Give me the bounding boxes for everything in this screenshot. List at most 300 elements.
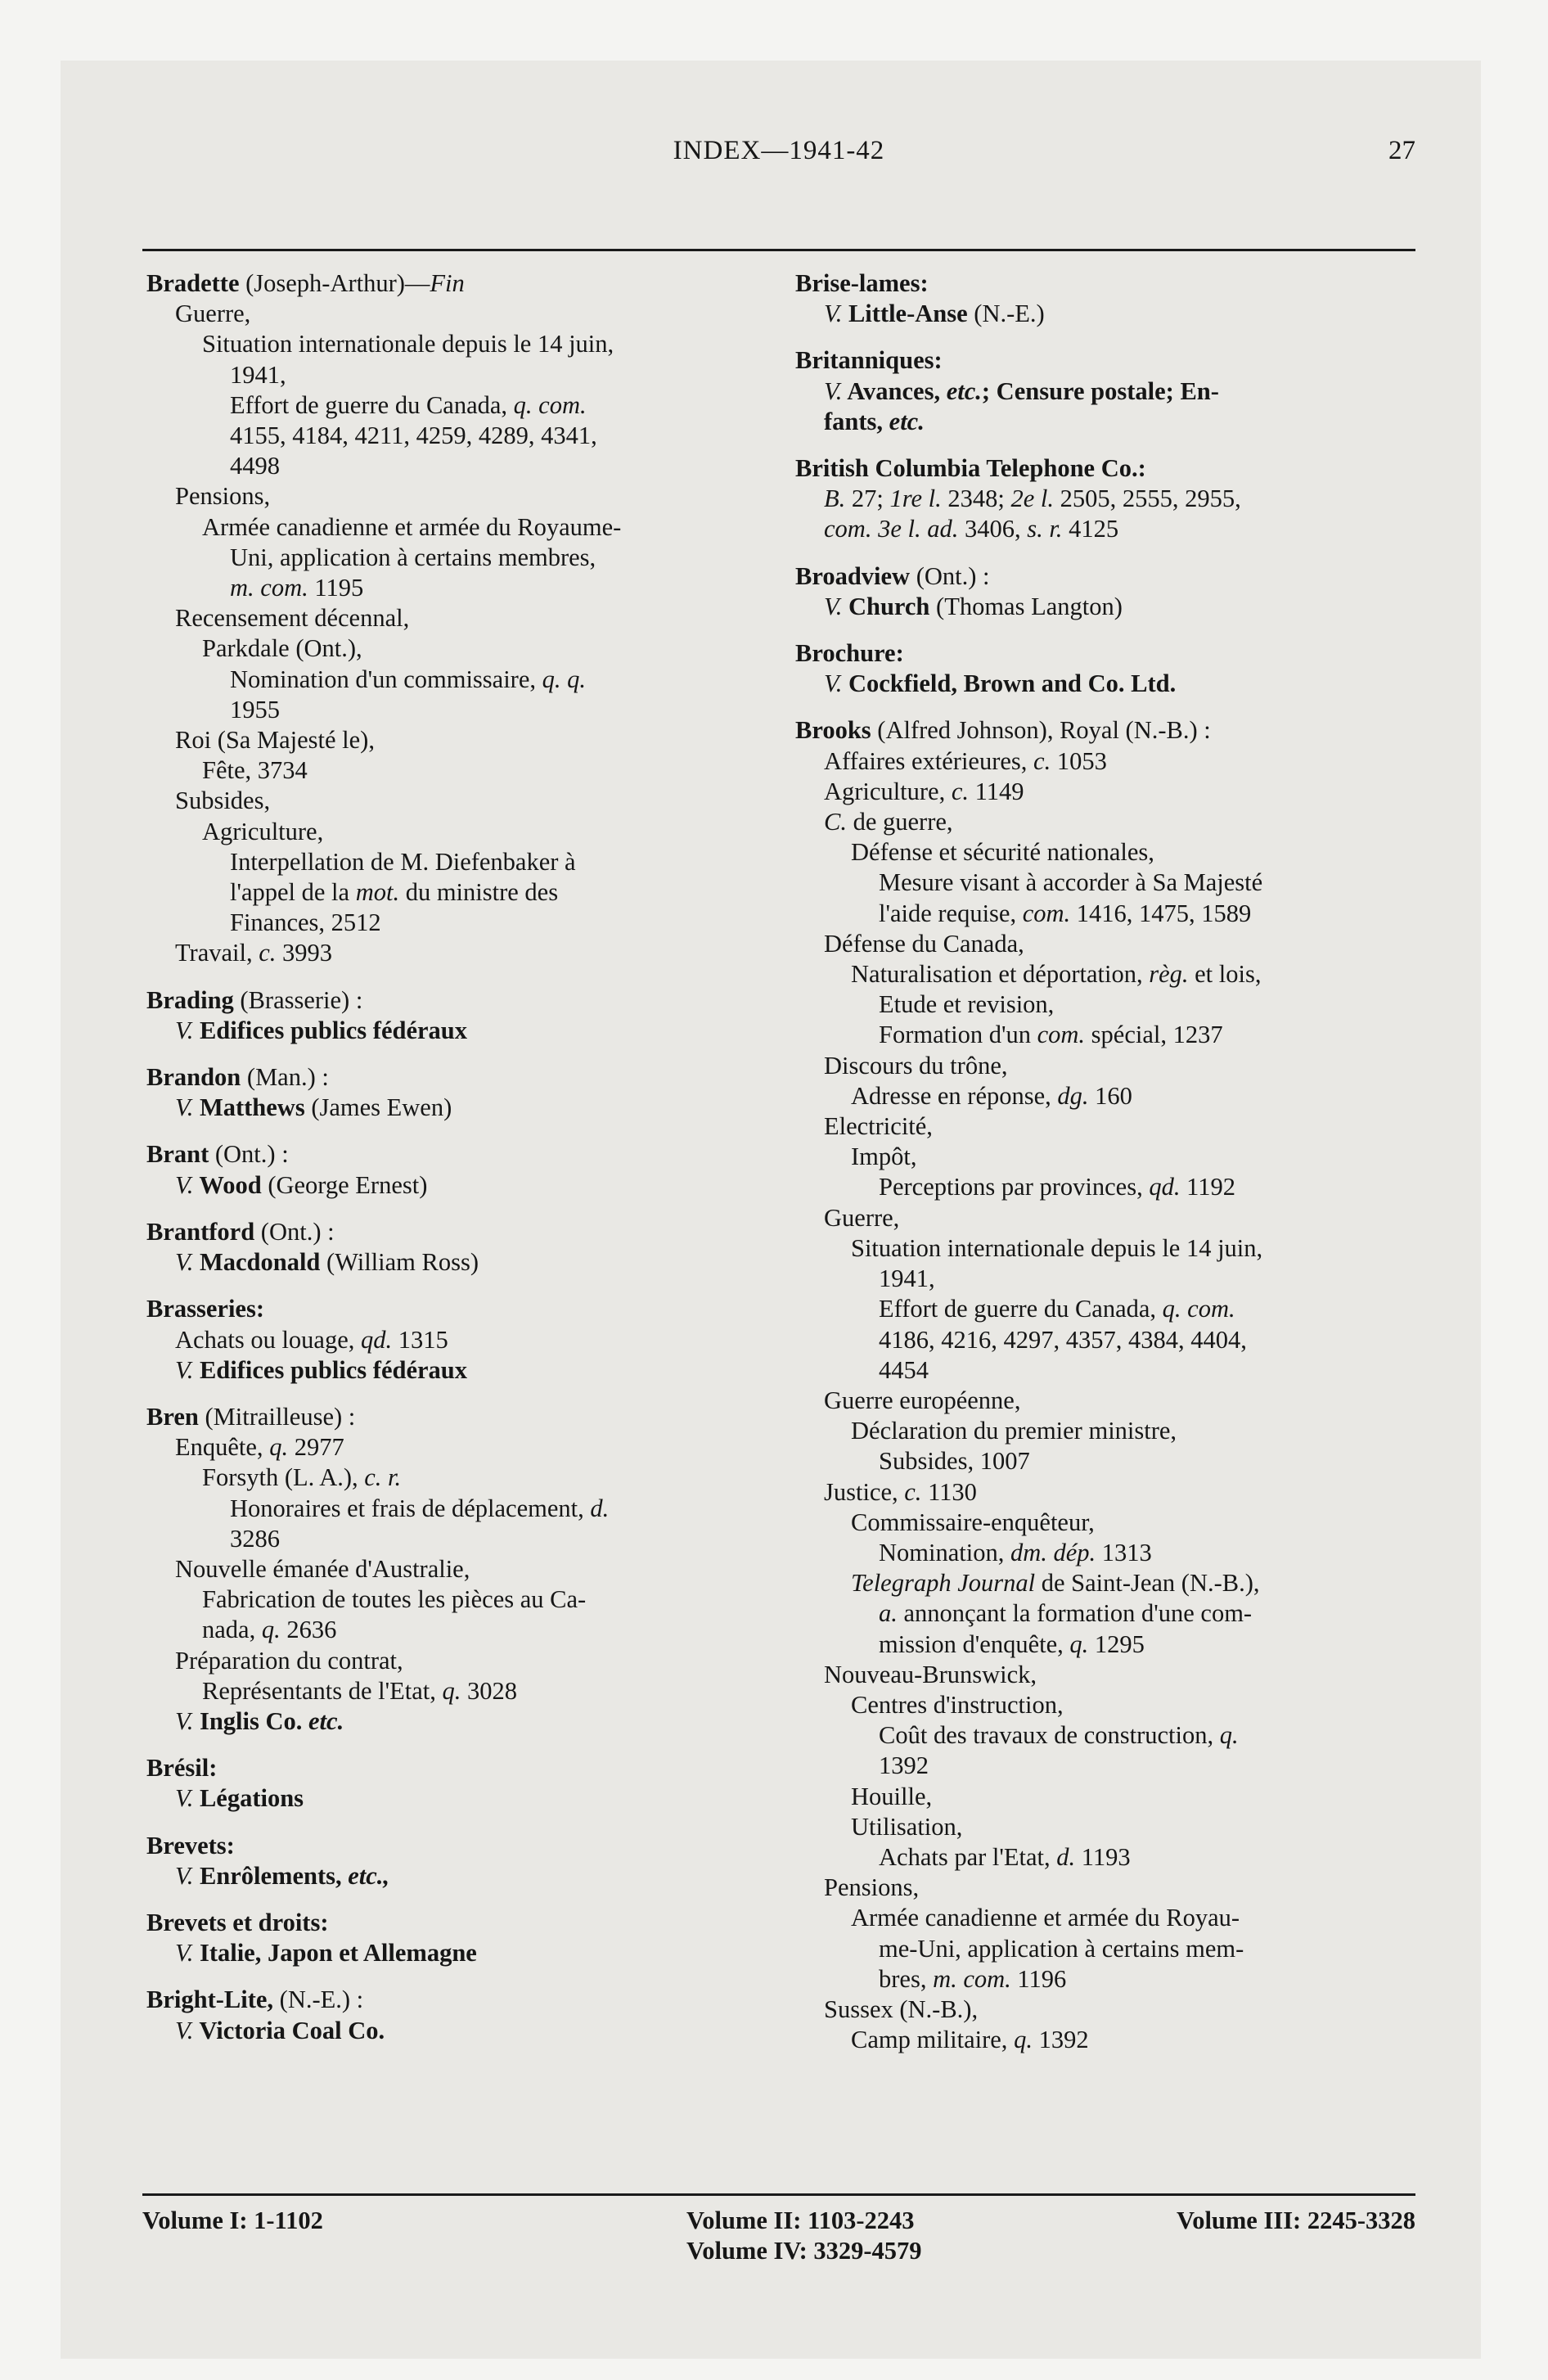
index-entry	[146, 1753, 801, 1814]
index-subentry-line	[795, 669, 1461, 699]
text-run: Légations	[193, 1784, 304, 1813]
index-entry	[795, 715, 1461, 2055]
index-subentry-line	[146, 329, 801, 359]
text-run: Naturalisation et déportation,	[851, 960, 1150, 989]
text-run: m. com.	[230, 574, 308, 602]
index-subentry-line	[795, 1873, 1461, 1903]
text-run: nada,	[202, 1616, 262, 1644]
text-run: (Brasserie) :	[233, 985, 363, 1014]
index-subentry-line	[795, 1264, 1461, 1294]
index-subentry-line	[146, 1554, 801, 1584]
index-subentry-line	[795, 1995, 1461, 2025]
text-run: Déclaration du premier ministre,	[851, 1417, 1177, 1445]
text-run: Roi (Sa Majesté le),	[175, 726, 375, 755]
index-subentry-line	[146, 1463, 801, 1493]
text-run: c.	[904, 1477, 922, 1506]
page-number: 27	[1388, 136, 1415, 165]
text-run: Broadview	[795, 561, 911, 590]
text-run: Forsyth (L. A.),	[202, 1463, 365, 1492]
text-run: V.	[175, 1016, 194, 1044]
index-subentry-line	[146, 1016, 801, 1046]
text-run: com.	[1037, 1021, 1086, 1049]
index-subentry-line	[795, 592, 1461, 622]
text-run: Achats ou louage,	[175, 1325, 361, 1354]
index-subentry-line	[795, 1355, 1461, 1386]
index-subentry-line	[795, 1142, 1461, 1172]
text-run: Adresse en réponse,	[851, 1081, 1058, 1110]
index-subentry-line	[795, 1782, 1461, 1812]
text-run: V.	[175, 2016, 194, 2044]
text-run: 1149	[969, 777, 1024, 805]
index-headword-line	[146, 268, 801, 299]
index-subentry-line	[146, 1432, 801, 1463]
index-subentry-line	[795, 2025, 1461, 2055]
index-subentry-line	[795, 746, 1461, 777]
index-headword-line	[146, 1139, 801, 1170]
text-run: q. q.	[542, 665, 586, 693]
index-subentry-line	[146, 481, 801, 512]
text-run: Effort de guerre du Canada,	[230, 390, 514, 419]
text-run: Avances,	[842, 376, 947, 405]
index-headword-line	[795, 561, 1461, 592]
text-run: 2348;	[941, 485, 1011, 513]
index-subentry-line	[146, 1861, 801, 1891]
text-run: du ministre des	[399, 878, 559, 907]
text-run: Brevets:	[146, 1831, 235, 1859]
index-subentry-line	[795, 1172, 1461, 1202]
text-run: Britanniques:	[795, 346, 943, 375]
text-run: Pensions,	[175, 482, 271, 511]
text-run: Wood	[193, 1170, 262, 1199]
text-run: Brochure:	[795, 639, 904, 668]
text-run: Honoraires et frais de déplacement,	[230, 1494, 591, 1522]
text-run: (William Ross)	[320, 1248, 479, 1277]
index-entry	[146, 985, 801, 1046]
index-subentry-line	[146, 938, 801, 968]
text-run: (N.-E.) :	[273, 1986, 364, 2014]
index-subentry-line	[795, 1325, 1461, 1355]
index-subentry-line	[795, 1934, 1461, 1964]
index-headword-line	[146, 1985, 801, 2015]
page-header	[142, 136, 1415, 182]
volume-4-range: Volume IV: 3329-4579	[686, 2237, 922, 2265]
index-subentry-line	[146, 360, 801, 390]
text-run: Travail,	[175, 939, 259, 967]
text-run: V.	[175, 1706, 194, 1735]
index-subentry-line	[795, 1751, 1461, 1781]
index-subentry-line	[795, 1903, 1461, 1933]
index-subentry-line	[146, 1494, 801, 1524]
index-entry	[795, 268, 1461, 329]
text-run: Recensement décennal,	[175, 604, 410, 633]
text-run: Fin	[430, 269, 465, 297]
index-subentry-line	[795, 1081, 1461, 1111]
index-subentry-line	[146, 1093, 801, 1123]
text-run: Préparation du contrat,	[175, 1646, 403, 1675]
text-run: Agriculture,	[202, 817, 324, 845]
index-entry	[146, 1062, 801, 1123]
text-run: Situation internationale depuis le 14 juin,	[851, 1233, 1263, 1262]
text-run: Pensions,	[824, 1873, 920, 1902]
text-run: q.	[1014, 2026, 1033, 2054]
text-run: Inglis Co.	[193, 1706, 303, 1735]
text-run: British Columbia Telephone Co.:	[795, 454, 1146, 483]
text-run: c.	[259, 939, 277, 967]
text-run: Brading	[146, 985, 234, 1014]
text-run: V.	[175, 1939, 194, 1968]
index-subentry-line	[795, 1842, 1461, 1873]
text-run: Macdonald	[193, 1248, 321, 1277]
text-run: etc.,	[348, 1861, 390, 1890]
text-run: (Alfred Johnson), Royal (N.-B.) :	[871, 716, 1211, 745]
text-run: V.	[175, 1355, 194, 1384]
text-run: Coût des travaux de construction,	[879, 1721, 1220, 1750]
index-subentry-line	[146, 1170, 801, 1201]
text-run: Brésil:	[146, 1754, 218, 1783]
text-run: Défense du Canada,	[824, 929, 1024, 958]
text-run: Brandon	[146, 1063, 241, 1092]
index-subentry-line	[795, 484, 1461, 514]
text-run: q. com.	[1162, 1295, 1235, 1323]
text-run: V.	[824, 376, 843, 405]
text-run: Uni, application à certains membres,	[230, 543, 596, 571]
index-entry	[146, 1402, 801, 1737]
index-headword-line	[795, 715, 1461, 746]
text-run: 1053	[1051, 746, 1107, 775]
index-subentry-line	[146, 603, 801, 633]
text-run: qd.	[1149, 1173, 1181, 1201]
index-headword-line	[146, 985, 801, 1016]
text-run: l'aide requise,	[879, 899, 1023, 927]
index-subentry-line	[795, 1386, 1461, 1416]
index-headword-line	[146, 1217, 801, 1247]
index-subentry-line	[795, 868, 1461, 898]
index-subentry-line	[795, 407, 1461, 437]
bottom-rule	[142, 2193, 1415, 2196]
text-run: (Ont.) :	[209, 1140, 289, 1169]
index-headword-line	[795, 268, 1461, 299]
text-run: 1130	[921, 1477, 977, 1506]
text-run: Utilisation,	[851, 1812, 963, 1841]
text-run: Victoria Coal Co.	[193, 2016, 385, 2044]
text-run: 1196	[1010, 1964, 1067, 1993]
volume-1-range: Volume I: 1-1102	[142, 2206, 323, 2234]
index-subentry-line	[795, 1690, 1461, 1720]
text-run: V.	[175, 1170, 194, 1199]
text-run: 1941,	[230, 360, 286, 389]
text-run: et lois,	[1188, 960, 1262, 989]
index-entry	[146, 1908, 801, 1968]
index-headword-line	[795, 345, 1461, 376]
index-subentry-line	[795, 1020, 1461, 1050]
text-run: spécial, 1237	[1085, 1021, 1223, 1049]
top-rule	[142, 249, 1415, 251]
index-subentry-line	[795, 1598, 1461, 1629]
text-run: fants,	[824, 407, 889, 435]
text-run: Finances, 2512	[230, 908, 381, 937]
text-run: Enrôlements,	[193, 1861, 349, 1890]
text-run: 1392	[879, 1751, 929, 1780]
index-subentry-line	[146, 573, 801, 603]
text-run: de Saint-Jean (N.-B.),	[1035, 1569, 1260, 1598]
text-run: dg.	[1057, 1081, 1089, 1110]
text-run: Commissaire-enquêteur,	[851, 1508, 1095, 1536]
index-subentry-line	[146, 755, 801, 786]
index-subentry-line	[146, 1783, 801, 1814]
volume-3-range: Volume III: 2245-3328	[1176, 2206, 1415, 2234]
text-run: Telegraph Journal	[851, 1569, 1036, 1598]
text-run: 3406,	[958, 515, 1028, 543]
text-run: V.	[175, 1248, 194, 1277]
index-subentry-line	[795, 1446, 1461, 1476]
text-run: (Thomas Langton)	[929, 592, 1123, 620]
text-run: Subsides, 1007	[879, 1447, 1030, 1476]
text-run: règ.	[1149, 960, 1189, 989]
text-run: 160	[1088, 1081, 1132, 1110]
index-subentry-line	[146, 786, 801, 816]
text-run: Bren	[146, 1402, 199, 1431]
text-run: Enquête,	[175, 1433, 270, 1462]
text-run: Centres d'instruction,	[851, 1690, 1064, 1719]
text-run: Church	[842, 592, 930, 620]
text-run: de guerre,	[846, 808, 953, 836]
index-subentry-line	[146, 390, 801, 421]
text-run: 2636	[280, 1616, 337, 1644]
text-run: q.	[261, 1616, 281, 1644]
volume-2-range: Volume II: 1103-2243	[686, 2206, 915, 2234]
index-subentry-line	[146, 633, 801, 664]
text-run: Camp militaire,	[851, 2026, 1015, 2054]
index-entry	[146, 1985, 801, 2045]
text-run: q.	[1219, 1721, 1239, 1750]
text-run: Etude et revision,	[879, 990, 1055, 1019]
index-subentry-line	[146, 2016, 801, 2046]
text-run: 1313	[1096, 1538, 1152, 1566]
text-run: Guerre européenne,	[824, 1386, 1021, 1414]
index-subentry-line	[795, 1203, 1461, 1233]
index-subentry-line	[795, 1294, 1461, 1324]
text-run: annonçant la formation d'une com-	[897, 1599, 1253, 1628]
text-run: etc.	[302, 1706, 344, 1735]
index-entry	[146, 1294, 801, 1386]
text-run: 4155, 4184, 4211, 4259, 4289, 4341,	[230, 421, 597, 450]
text-run: Edifices publics fédéraux	[193, 1355, 467, 1384]
index-subentry-line	[146, 1706, 801, 1737]
volume-footer	[142, 2206, 1415, 2279]
text-run: (Man.) :	[241, 1063, 329, 1092]
text-run: 1955	[230, 695, 280, 723]
index-subentry-line	[146, 1325, 801, 1355]
index-headword-line	[795, 638, 1461, 669]
text-run: me-Uni, application à certains mem-	[879, 1934, 1244, 1963]
text-run: Fête, 3734	[202, 756, 308, 785]
text-run: mission d'enquête,	[879, 1629, 1070, 1658]
text-run: Houille,	[851, 1782, 933, 1810]
text-run: Représentants de l'Etat,	[202, 1676, 443, 1705]
text-run: 1941,	[879, 1264, 935, 1293]
text-run: 2505, 2555, 2955,	[1054, 485, 1241, 513]
text-run: com. 3e l. ad.	[824, 515, 959, 543]
index-entry	[795, 561, 1461, 622]
text-run: 1295	[1088, 1629, 1145, 1658]
index-subentry-line	[795, 807, 1461, 837]
text-run: Electricité,	[824, 1112, 933, 1141]
text-run: Effort de guerre du Canada,	[879, 1295, 1163, 1323]
text-run: (Mitrailleuse) :	[198, 1402, 356, 1431]
index-subentry-line	[795, 899, 1461, 929]
index-subentry-line	[146, 1247, 801, 1278]
text-run: q.	[269, 1433, 289, 1462]
text-run: 1re l.	[889, 485, 942, 513]
index-subentry-line	[146, 847, 801, 877]
text-run: c.	[951, 777, 970, 805]
text-run: 2977	[288, 1433, 344, 1462]
text-run: Situation internationale depuis le 14 juin,	[202, 330, 614, 358]
text-run: Parkdale (Ont.),	[202, 634, 362, 663]
index-subentry-line	[146, 1524, 801, 1554]
text-run: Cockfield, Brown and Co. Ltd.	[842, 669, 1177, 698]
text-run: dm. dép.	[1010, 1538, 1096, 1566]
text-run: Nomination,	[879, 1538, 1010, 1566]
index-headword-line	[146, 1753, 801, 1783]
index-subentry-line	[146, 299, 801, 329]
index-subentry-line	[146, 1355, 801, 1386]
index-entry	[146, 1831, 801, 1891]
index-subentry-line	[795, 1508, 1461, 1538]
index-subentry-line	[795, 1111, 1461, 1142]
text-run: V.	[175, 1861, 194, 1890]
text-run: bres,	[879, 1964, 934, 1993]
text-run: a.	[879, 1599, 898, 1628]
index-subentry-line	[795, 376, 1461, 407]
text-run: Brantford	[146, 1217, 255, 1246]
text-run: d.	[590, 1494, 610, 1522]
text-run: Mesure visant à accorder à Sa Majesté	[879, 868, 1263, 897]
page	[61, 61, 1481, 2359]
index-headword-line	[146, 1062, 801, 1093]
text-run: 1193	[1075, 1842, 1131, 1871]
text-run: Justice,	[824, 1477, 905, 1506]
text-run: Nouveau-Brunswick,	[824, 1660, 1037, 1688]
index-subentry-line	[795, 1416, 1461, 1446]
text-run: Italie, Japon et Allemagne	[193, 1939, 477, 1968]
text-run: (James Ewen)	[304, 1093, 452, 1122]
index-subentry-line	[146, 1676, 801, 1706]
index-subentry-line	[795, 1629, 1461, 1660]
index-subentry-line	[146, 1646, 801, 1676]
text-run: q. com.	[513, 390, 587, 419]
text-run: Interpellation de M. Diefenbaker à	[230, 847, 576, 876]
index-subentry-line	[146, 817, 801, 847]
text-run: m. com.	[933, 1964, 1011, 1993]
index-headword-line	[146, 1294, 801, 1324]
text-run: 3993	[276, 939, 333, 967]
index-subentry-line	[795, 1660, 1461, 1690]
index-subentry-line	[146, 877, 801, 908]
text-run: Sussex (N.-B.),	[824, 1995, 979, 2023]
text-run: Edifices publics fédéraux	[193, 1016, 467, 1044]
text-run: ; Censure postale; En-	[981, 376, 1219, 405]
text-run: V.	[824, 669, 843, 698]
text-run: q.	[442, 1676, 461, 1705]
text-run: 1416, 1475, 1589	[1070, 899, 1252, 927]
text-run: Perceptions par provinces,	[879, 1173, 1150, 1201]
text-run: Brooks	[795, 716, 871, 745]
text-run: Brise-lames:	[795, 269, 929, 297]
index-subentry-line	[795, 1233, 1461, 1264]
text-run: B.	[824, 485, 846, 513]
index-headword-line	[146, 1831, 801, 1861]
index-subentry-line	[146, 421, 801, 451]
index-subentry-line	[795, 1477, 1461, 1508]
text-run: 1195	[308, 574, 364, 602]
index-subentry-line	[146, 1938, 801, 1968]
text-run: 1192	[1180, 1173, 1235, 1201]
text-run: Affaires extérieures,	[824, 746, 1034, 775]
text-run: Bright-Lite,	[146, 1986, 274, 2014]
text-run: (Ont.) :	[910, 561, 990, 590]
text-run: qd.	[361, 1325, 393, 1354]
text-run: 4454	[879, 1355, 929, 1384]
index-entry	[795, 345, 1461, 437]
index-subentry-line	[146, 1584, 801, 1615]
text-run: 3286	[230, 1524, 280, 1553]
index-subentry-line	[146, 451, 801, 481]
text-run: Guerre,	[824, 1203, 900, 1232]
text-run: 4186, 4216, 4297, 4357, 4384, 4404,	[879, 1325, 1247, 1354]
index-entry	[795, 638, 1461, 699]
text-run: com.	[1022, 899, 1071, 927]
text-run: Bradette	[146, 269, 240, 297]
text-run: Guerre,	[175, 300, 251, 328]
index-subentry-line	[146, 908, 801, 938]
text-run: 3028	[461, 1676, 517, 1705]
text-run: Défense et sécurité nationales,	[851, 838, 1154, 867]
index-subentry-line	[795, 777, 1461, 807]
text-run: Achats par l'Etat,	[879, 1842, 1057, 1871]
text-run: d.	[1056, 1842, 1076, 1871]
index-subentry-line	[795, 837, 1461, 868]
text-run: Agriculture,	[824, 777, 952, 805]
text-run: s. r.	[1027, 515, 1063, 543]
text-run: 27;	[845, 485, 890, 513]
index-entry	[795, 453, 1461, 545]
text-run: 1315	[392, 1325, 448, 1354]
index-entry	[146, 1217, 801, 1278]
page-title: INDEX—1941-42	[673, 136, 885, 165]
index-subentry-line	[146, 1615, 801, 1645]
text-run: (Ont.) :	[254, 1217, 335, 1246]
text-run: Matthews	[193, 1093, 305, 1122]
text-run: V.	[175, 1784, 194, 1813]
index-subentry-line	[795, 1538, 1461, 1568]
text-run: Little-Anse	[842, 300, 968, 328]
text-run: Impôt,	[851, 1143, 917, 1171]
text-run: C.	[824, 808, 847, 836]
text-run: 4498	[230, 452, 280, 480]
index-subentry-line	[146, 725, 801, 755]
text-run: q.	[1069, 1629, 1089, 1658]
text-run: etc.	[946, 376, 982, 405]
text-run: (George Ernest)	[261, 1170, 428, 1199]
index-subentry-line	[795, 929, 1461, 959]
index-subentry-line	[795, 1568, 1461, 1598]
text-run: c. r.	[364, 1463, 402, 1492]
text-run: mot.	[355, 878, 400, 907]
index-subentry-line	[795, 514, 1461, 544]
text-run: V.	[824, 592, 843, 620]
text-run: Brant	[146, 1140, 209, 1169]
